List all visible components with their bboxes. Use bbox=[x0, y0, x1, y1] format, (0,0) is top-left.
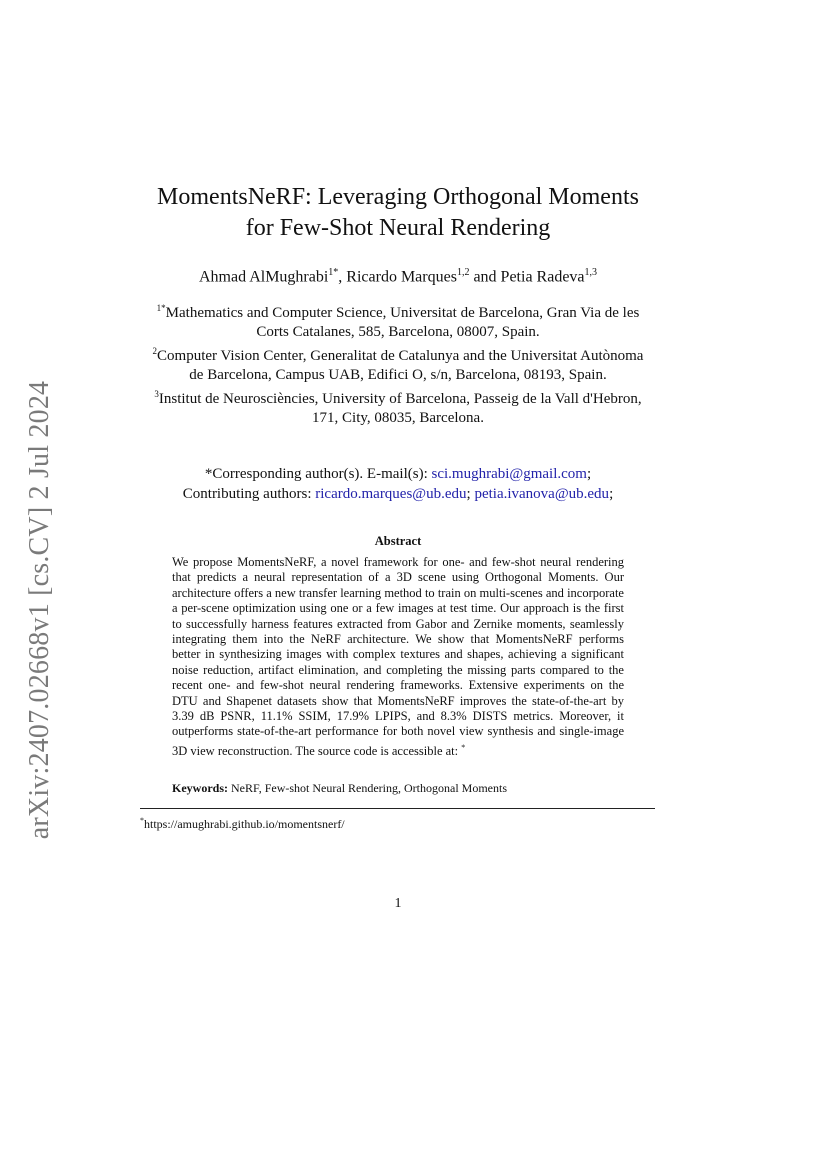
author-affil-mark: 1,3 bbox=[584, 267, 598, 278]
author-name: Ricardo Marques bbox=[346, 268, 457, 286]
abstract-heading: Abstract bbox=[374, 534, 422, 548]
title-line-2: for Few-Shot Neural Rendering bbox=[245, 215, 551, 241]
footnote-ref-mark[interactable]: * bbox=[461, 742, 466, 752]
author-separator: , bbox=[338, 268, 347, 286]
contributing-email-link-1[interactable]: ricardo.marques@ub.edu bbox=[315, 486, 467, 502]
title-line-1: MomentsNeRF: Leveraging Orthogonal Moments bbox=[157, 184, 639, 210]
email-separator: ; bbox=[466, 486, 475, 502]
author-name: Ahmad AlMughrabi bbox=[198, 268, 329, 286]
corresponding-label: *Corresponding author(s). E-mail(s): bbox=[204, 466, 432, 482]
corresponding-email-link[interactable]: sci.mughrabi@gmail.com bbox=[431, 466, 587, 482]
affiliation bbox=[150, 299, 646, 342]
corresponding-suffix: ; bbox=[586, 466, 592, 482]
affiliation-mark: 1* bbox=[156, 303, 166, 313]
footnote bbox=[140, 816, 345, 832]
keywords-text: NeRF, Few-shot Neural Rendering, Orthogonal Moments bbox=[228, 781, 507, 795]
affiliation bbox=[150, 342, 646, 385]
affiliation-text: Institut de Neurosciències, University of Barcelona, Passeig de la Vall d'Hebron, 171, City, 08035, Barcelona. bbox=[158, 391, 642, 426]
contributing-authors-line bbox=[120, 484, 676, 504]
author-list bbox=[120, 267, 676, 286]
affiliation bbox=[150, 385, 646, 428]
affiliation-text: Computer Vision Center, Generalitat de Catalunya and the Universitat Autònoma de Barcelona, Campus UAB, Edifici O, s/n, Barcelona, 08193, Spain. bbox=[157, 348, 644, 383]
contributing-email-link-2[interactable]: petia.ivanova@ub.edu bbox=[474, 486, 610, 502]
author-affil-mark: 1* bbox=[328, 267, 339, 278]
contributing-suffix: ; bbox=[609, 486, 614, 502]
author-affil-mark: 1,2 bbox=[456, 267, 470, 278]
footnote-url[interactable]: https://amughrabi.github.io/momentsnerf/ bbox=[144, 817, 345, 831]
author-name: Petia Radeva bbox=[500, 268, 585, 286]
contributing-label: Contributing authors: bbox=[182, 486, 316, 502]
arxiv-identifier[interactable]: arXiv:2407.02668v1 [cs.CV] 2 Jul 2024 bbox=[24, 380, 56, 840]
abstract-text bbox=[172, 555, 624, 759]
footnote-divider bbox=[140, 808, 655, 809]
correspondence-block bbox=[120, 464, 676, 504]
affiliation-mark: 3 bbox=[154, 389, 159, 399]
keywords-line bbox=[172, 781, 624, 796]
affiliation-mark: 2 bbox=[152, 346, 158, 356]
corresponding-author-line bbox=[120, 464, 676, 484]
affiliation-list bbox=[150, 299, 646, 428]
keywords-label: Keywords: bbox=[172, 781, 228, 795]
abstract-paragraph: We propose MomentsNeRF, a novel framework for one- and few-shot neural rendering that predicts a neural representation of a 3D scene using Orthogonal Moments. Our architecture offers a new transfer learning method to train on multi-scenes and incorporate a per-scene optimization using one or a few images at test time. Our approach is the first to successfully harness features extracted from Gabor and Zernike moments, seamlessly integrating them into the NeRF architecture. We show that MomentsNeRF performs better in synthesizing images with complex textures and shapes, achieving a significant noise reduction, artifact elimination, and completing the missing parts compared to the recent one- and few-shot neural rendering frameworks. Extensive experiments on the DTU and Shapenet datasets show that MomentsNeRF improves the state-of-the-art by 3.39 dB PSNR, 11.1% SSIM, 17.9% LPIPS, and 8.3% DISTS metrics. Moreover, it outperforms state-of-the-art performance for both novel view synthesis and single-image 3D view reconstruction. The source code is accessible at: bbox=[172, 555, 624, 759]
affiliation-text: Mathematics and Computer Science, Universitat de Barcelona, Gran Via de les Corts Catalanes, 585, Barcelona, 08007, Spain. bbox=[165, 305, 640, 340]
page-number: 1 bbox=[394, 896, 402, 911]
arxiv-stamp bbox=[18, 380, 62, 840]
author-separator: and bbox=[469, 268, 501, 286]
footnote-mark: * bbox=[140, 816, 144, 825]
paper-title bbox=[120, 182, 676, 244]
